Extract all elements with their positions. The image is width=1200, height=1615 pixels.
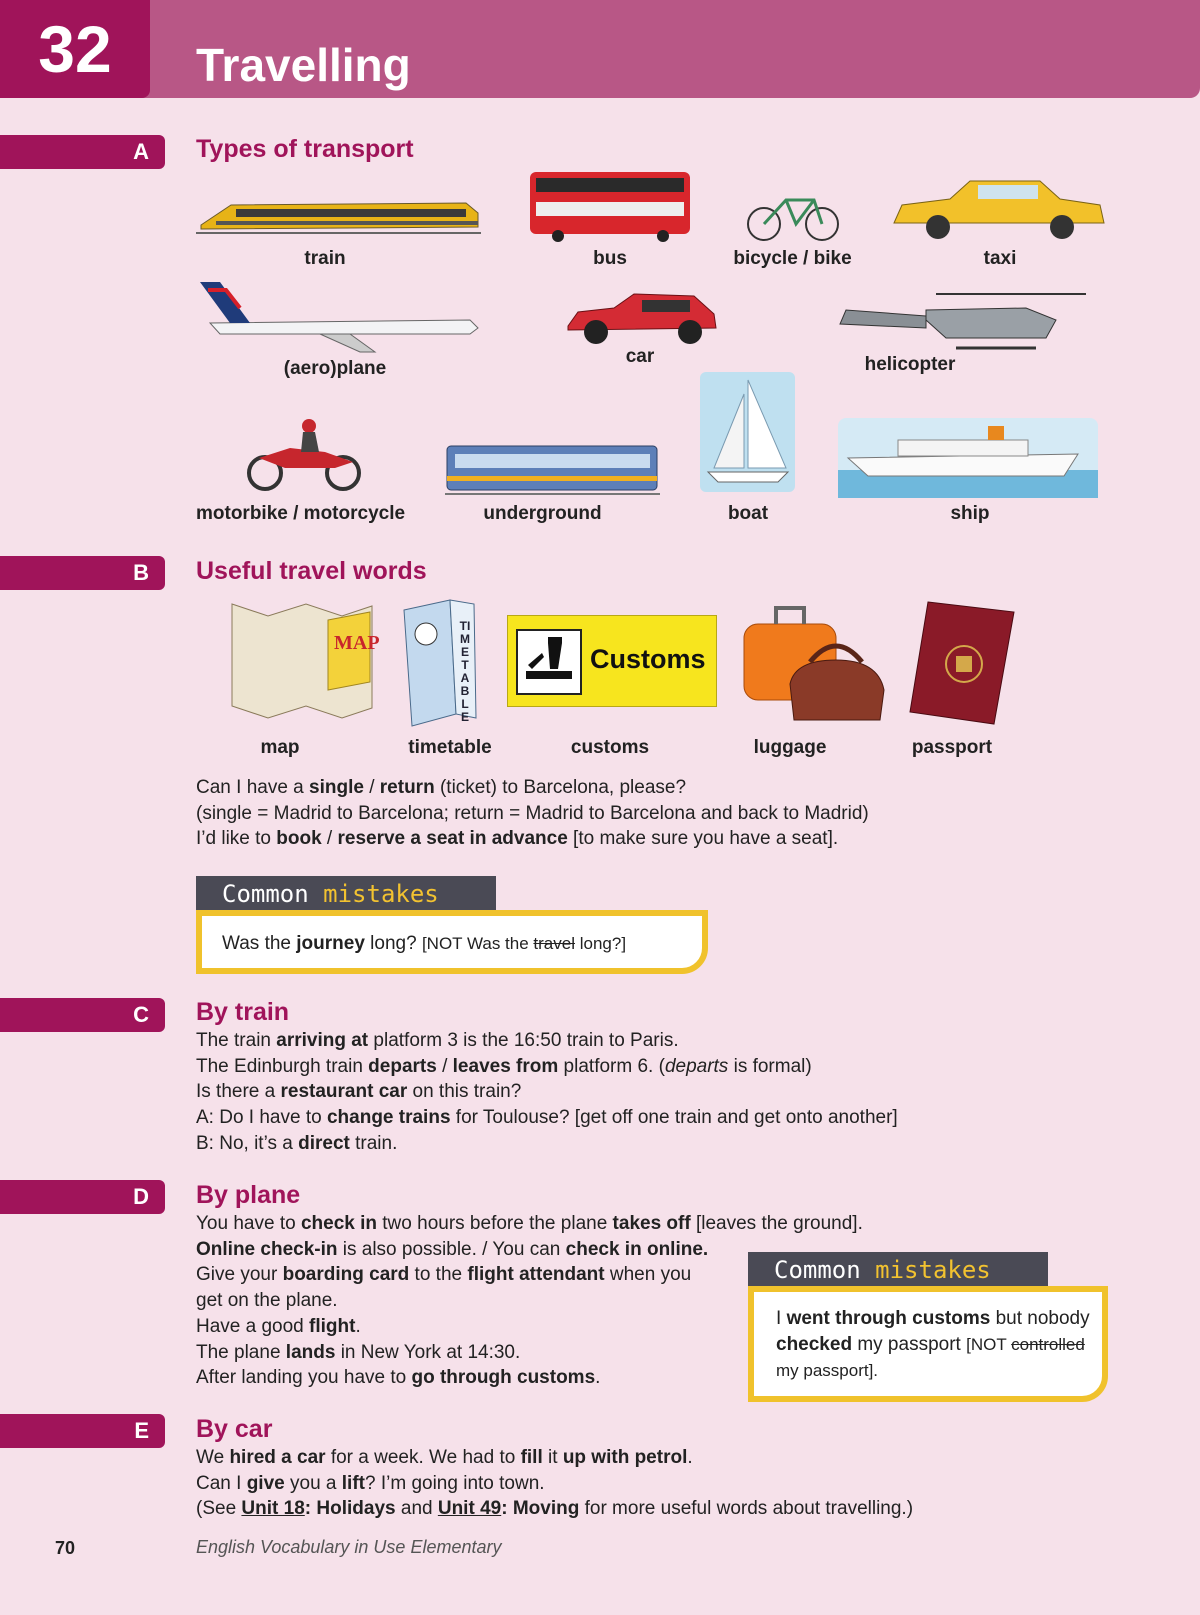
text-run: train. xyxy=(349,1132,398,1154)
text-run: . xyxy=(595,1367,601,1389)
label-passport: passport xyxy=(911,737,993,758)
text-run: (single = Madrid to Barcelona; return = Madrid to Barcelona and back to Madrid) xyxy=(196,802,869,824)
section-tab-a: A xyxy=(0,135,165,169)
unit-title: Travelling xyxy=(196,39,411,91)
b-line xyxy=(196,826,869,852)
text-run: You have to xyxy=(196,1213,301,1234)
section-title-b: Useful travel words xyxy=(196,557,427,585)
label-boat: boat xyxy=(727,503,769,524)
section-tab-b: B xyxy=(0,556,165,590)
label-car: car xyxy=(625,346,655,367)
text-run: restaurant car xyxy=(280,1081,408,1103)
cm1-text: long? xyxy=(364,933,422,954)
cm1-bold: journey xyxy=(296,933,365,954)
train-image xyxy=(196,185,481,240)
section-tab-e: E xyxy=(0,1414,165,1448)
text-run: After landing you have to xyxy=(196,1367,412,1389)
cm2-text: I xyxy=(776,1308,787,1329)
car-image xyxy=(564,288,719,348)
text-run: boarding card xyxy=(282,1264,410,1286)
text-run: A: Do I have to xyxy=(196,1107,327,1129)
text-run: Have a good xyxy=(196,1315,310,1337)
text-run: lift xyxy=(341,1472,365,1494)
text-run: : Holidays xyxy=(304,1498,396,1520)
label-map: map xyxy=(260,737,300,758)
text-run: return xyxy=(379,777,435,798)
text-run: departs xyxy=(368,1055,437,1077)
section-title-d: By plane xyxy=(196,1181,301,1209)
ship-image xyxy=(838,418,1098,498)
boat-image xyxy=(700,372,795,492)
text-run: fill xyxy=(520,1447,543,1468)
cm2-strike: controlled xyxy=(1011,1335,1085,1354)
label-underground: underground xyxy=(483,503,602,524)
text-run: / xyxy=(363,777,380,798)
text-run: two hours before the plane xyxy=(377,1213,613,1234)
header-bar xyxy=(0,0,1200,98)
text-run: platform 3 is the 16:50 train to Paris. xyxy=(368,1030,679,1051)
cm2-bold: checked xyxy=(776,1334,853,1355)
text-run: you a xyxy=(284,1472,342,1494)
cm1-not: [NOT Was the xyxy=(421,934,534,953)
map-sign: MAP xyxy=(334,632,380,654)
text-run: give xyxy=(246,1472,285,1494)
label-train: train xyxy=(304,248,346,269)
text-run: Online check-in xyxy=(196,1238,338,1260)
label-helicopter: helicopter xyxy=(864,354,956,375)
common-mistakes-box-2 xyxy=(748,1286,1108,1402)
text-run: B: No, it’s a xyxy=(196,1132,299,1154)
timetable-image xyxy=(400,594,478,728)
text-run: [leaves the ground]. xyxy=(690,1213,863,1234)
taxi-image xyxy=(890,175,1108,243)
cm2-not: [NOT xyxy=(966,1335,1012,1354)
text-run: takes off xyxy=(612,1213,691,1234)
text-run: Can I xyxy=(196,1472,247,1494)
b-line xyxy=(196,775,869,801)
common-label: Common xyxy=(774,1256,861,1284)
bicycle-image xyxy=(746,184,841,244)
section-title-c: By train xyxy=(196,998,290,1026)
common-mistakes-box-1 xyxy=(196,910,708,974)
underground-image xyxy=(445,442,660,497)
common-mistakes-header-2 xyxy=(748,1252,1048,1288)
cm2-text: but nobody xyxy=(990,1308,1090,1329)
cm1-not-end: long?] xyxy=(575,934,627,953)
text-run: (See xyxy=(196,1498,242,1520)
b-line xyxy=(196,801,869,827)
c-line xyxy=(196,1054,898,1080)
label-luggage: luggage xyxy=(753,737,827,758)
label-bicycle: bicycle / bike xyxy=(733,248,852,269)
d-line xyxy=(196,1211,863,1237)
text-run: I’d like to xyxy=(196,828,277,850)
customs-sign-text: Customs xyxy=(590,644,706,674)
cm2-bold: went through customs xyxy=(786,1308,991,1329)
text-run: book xyxy=(276,828,322,850)
c-line xyxy=(196,1131,898,1157)
label-ship: ship xyxy=(950,503,990,524)
text-run: is formal) xyxy=(728,1055,812,1077)
customs-officer-icon xyxy=(516,629,582,695)
text-run: leaves from xyxy=(452,1055,559,1077)
passport-image xyxy=(906,598,1018,728)
map-image xyxy=(228,598,380,726)
section-tab-c: C xyxy=(0,998,165,1032)
cm1-strike: travel xyxy=(533,934,575,953)
c-line xyxy=(196,1105,898,1131)
customs-sign-image xyxy=(507,615,717,707)
label-timetable: timetable xyxy=(408,737,492,758)
text-run: in New York at 14:30. xyxy=(335,1341,521,1363)
text-run: Can I have a xyxy=(196,777,310,798)
text-run: go through customs xyxy=(411,1367,596,1389)
e-line xyxy=(196,1445,913,1471)
label-taxi: taxi xyxy=(983,248,1017,269)
c-line xyxy=(196,1028,898,1054)
text-run: [to make sure you have a seat]. xyxy=(567,828,839,850)
text-run: arriving at xyxy=(276,1030,369,1051)
mistakes-label: mistakes xyxy=(323,880,439,908)
text-run: platform 6. ( xyxy=(558,1055,665,1077)
text-run: check in xyxy=(300,1213,377,1234)
common-label: Common xyxy=(222,880,309,908)
text-run: ? I’m going into town. xyxy=(365,1472,545,1494)
section-title-a: Types of transport xyxy=(196,135,414,163)
label-motorbike: motorbike / motorcycle xyxy=(196,503,406,524)
section-b-text xyxy=(196,775,869,852)
cm1-text: Was the xyxy=(222,933,297,954)
text-run: (ticket) to Barcelona, please? xyxy=(434,777,687,798)
text-run: up with petrol xyxy=(562,1447,688,1468)
common-mistakes-header-1 xyxy=(196,876,496,912)
text-run: Unit 49 xyxy=(437,1498,502,1520)
text-run: change trains xyxy=(326,1107,451,1129)
e-line xyxy=(196,1471,913,1497)
text-run: for more useful words about travelling.) xyxy=(579,1498,914,1520)
text-run: The Edinburgh train xyxy=(196,1055,369,1077)
timetable-sign: TIMETABLE xyxy=(459,619,471,724)
section-c-text xyxy=(196,1028,898,1157)
label-customs: customs xyxy=(570,737,650,758)
text-run: single xyxy=(309,777,364,798)
bus-image xyxy=(528,168,693,243)
luggage-image xyxy=(740,600,890,730)
text-run: when you xyxy=(604,1264,692,1286)
mistakes-label: mistakes xyxy=(875,1256,991,1284)
cm2-text: my passport xyxy=(852,1334,967,1355)
text-run: Is there a xyxy=(196,1081,281,1103)
text-run: We xyxy=(196,1447,230,1468)
text-run: for a week. We had to xyxy=(325,1447,521,1468)
text-run: flight attendant xyxy=(467,1264,605,1286)
label-bus: bus xyxy=(593,248,627,269)
c-line xyxy=(196,1079,898,1105)
text-run: and xyxy=(395,1498,438,1520)
text-run: The train xyxy=(196,1030,277,1051)
text-run: The plane xyxy=(196,1341,286,1363)
text-run: Unit 18 xyxy=(241,1498,305,1520)
motorbike-image xyxy=(245,418,365,493)
text-run: direct xyxy=(298,1132,350,1154)
text-run: is also possible. / You can xyxy=(337,1238,566,1260)
helicopter-image xyxy=(836,280,1086,360)
section-tab-d: D xyxy=(0,1180,165,1214)
cm2-not-end: my passport]. xyxy=(776,1361,879,1380)
text-run: check in online. xyxy=(565,1238,709,1260)
text-run: / xyxy=(436,1055,453,1077)
unit-number: 32 xyxy=(0,0,150,98)
section-title-e: By car xyxy=(196,1415,273,1443)
text-run: to the xyxy=(409,1264,468,1286)
section-e-text xyxy=(196,1445,913,1522)
text-run: for Toulouse? [get off one train and get onto another] xyxy=(450,1107,898,1129)
plane-image xyxy=(200,278,480,353)
text-run: departs xyxy=(664,1055,729,1077)
book-title: English Vocabulary in Use Elementary xyxy=(196,1537,502,1557)
text-run: lands xyxy=(285,1341,336,1363)
text-run: get on the plane. xyxy=(196,1290,338,1312)
text-run: . xyxy=(355,1315,361,1337)
text-run: reserve a seat in advance xyxy=(337,828,568,850)
text-run: it xyxy=(542,1447,563,1468)
text-run: : Moving xyxy=(501,1498,580,1520)
text-run: on this train? xyxy=(407,1081,522,1103)
label-plane: (aero)plane xyxy=(283,358,387,379)
text-run: hired a car xyxy=(229,1447,326,1468)
page-number: 70 xyxy=(55,1538,76,1558)
text-run: . xyxy=(687,1447,693,1468)
text-run: flight xyxy=(309,1315,356,1337)
text-run: Give your xyxy=(196,1264,283,1286)
e-line xyxy=(196,1496,913,1522)
text-run: / xyxy=(321,828,338,850)
